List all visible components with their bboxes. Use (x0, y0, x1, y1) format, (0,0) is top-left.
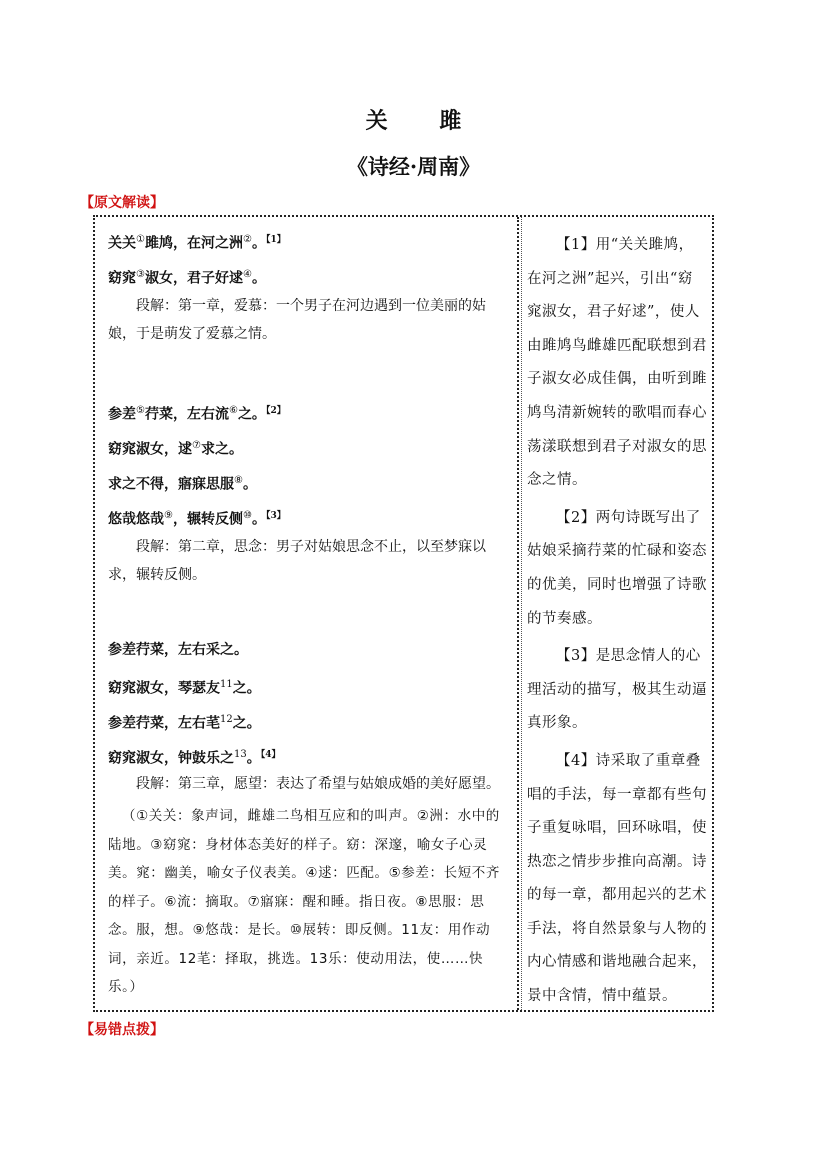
annotation-2: 【2】两句诗既写出了姑娘采摘荇菜的忙碌和姿态的优美，同时也增强了诗歌的节奏感。 (527, 509, 707, 627)
stanza2-explanation: 段解：第二章，思念：男子对姑娘思念不止，以至梦寐以求，辗转反侧。 (108, 539, 486, 583)
stanza3-verse4: 窈窕淑女，钟鼓乐之$^{13}$。$^{【4】}$ (108, 749, 281, 767)
glossary-notes: （①关关：象声词，雌雄二鸟相互应和的叫声。②洲：水中的陆地。③窈窕：身材体态美好的样子。窈：深邃，喻女子心灵美。窕：幽美，喻女子仪表美。④逑：匹配。⑤参差：长短不齐的样子。⑥流：摘取。⑦寤寐：醒和睡。指日夜。⑧思服：思念。服，想。⑨悠哉：是长。⑩展转：即反侧。11友：用作动词，亲近。12芼：择取，挑选。13乐：使动用法，使……快乐。） (108, 808, 501, 995)
annotation-column (527, 229, 707, 1014)
stanza3-verse1: 参差荇菜，左右采之。 (108, 642, 248, 658)
annotated-text-box (93, 215, 714, 1012)
section-heading-errors: 【易错点拨】 (80, 1022, 164, 1038)
stanza3-verse2: 窈窕淑女，琴瑟友$^{11}$之。 (108, 679, 261, 697)
section-heading-reading: 【原文解读】 (80, 195, 164, 211)
stanza2-verse3: 求之不得，寤寐思服⑧。 (108, 475, 257, 493)
column-divider-inner (521, 217, 522, 1010)
annotation-1: 【1】用“关关雎鸠，在河之洲”起兴，引出“窈窕淑女，君子好逑”，使人由雎鸠鸟雌雄匹配联想到君子淑女必成佳偶，由听到雎鸠鸟清新婉转的歌唱而春心荡漾联想到君子对淑女的思念之情。 (527, 237, 707, 489)
column-divider (517, 217, 519, 1010)
annotation-4: 【4】诗采取了重章叠唱的手法，每一章都有些句子重复咏唱，回环咏唱，使热恋之情步步推向高潮。诗的每一章，都用起兴的艺术手法，将自然景象与人物的内心情感和谐地融合起来，景中含情，情中蕴景。 (527, 752, 707, 1005)
stanza2-verse4: 悠哉悠哉⑨，辗转反侧⑩。$^{【3】}$ (108, 510, 286, 528)
poem-source: 《诗经·周南》 (346, 154, 481, 179)
stanza2-verse1: 参差⑤荇菜，左右流⑥之。$^{【2】}$ (108, 405, 286, 423)
annotation-3: 【3】是思念情人的心理活动的描写，极其生动逼真形象。 (527, 648, 707, 732)
poem-title: 关 雎 (365, 108, 484, 134)
stanza1-verse2: 窈窕③淑女，君子好逑④。 (108, 269, 266, 287)
stanza1-verse1: 关关①雎鸠，在河之洲②。$^{【1】}$ (108, 234, 286, 252)
original-text-column (108, 229, 508, 1002)
stanza3-verse3: 参差荇菜，左右芼$^{12}$之。 (108, 714, 261, 732)
stanza2-verse2: 窈窕淑女，逑⑦求之。 (108, 440, 243, 458)
stanza3-explanation: 段解：第三章，愿望：表达了希望与姑娘成婚的美好愿望。 (136, 776, 500, 792)
stanza1-explanation: 段解：第一章，爱慕：一个男子在河边遇到一位美丽的姑娘，于是萌发了爱慕之情。 (108, 298, 486, 342)
